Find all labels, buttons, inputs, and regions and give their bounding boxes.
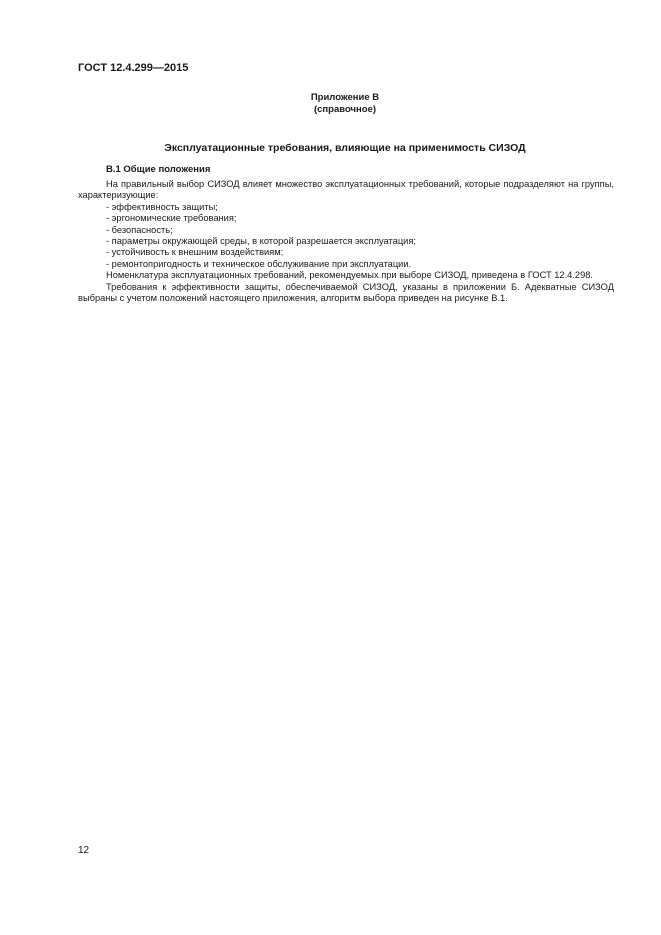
appendix-subtitle: (справочное) xyxy=(313,104,377,115)
intro-paragraph: На правильный выбор СИЗОД влияет множество эксплуатационных требований, которые подразделяют на группы, характеризующие: xyxy=(78,179,614,201)
list-item: - ремонтопригодность и техническое обслуживание при эксплуатации. xyxy=(106,258,412,269)
list-item: - параметры окружающей среды, в которой разрешается эксплуатация; xyxy=(106,236,416,247)
appendix-title: Приложение В xyxy=(310,92,380,103)
list-item: - эргономические требования; xyxy=(106,213,237,224)
nomenclature-paragraph: Номенклатура эксплуатационных требований, рекомендуемых при выборе СИЗОД, приведена в ГОСТ 12.4.298. xyxy=(106,270,594,281)
main-title: Эксплуатационные требования, влияющие на применимость СИЗОД xyxy=(164,142,526,154)
effectiveness-paragraph: Требования к эффективности защиты, обеспечиваемой СИЗОД, указаны в приложении Б. Адекватные СИЗОД выбраны с учетом положений настоящего приложения, алгоритм выбора приведен на рисунке В.1. xyxy=(78,281,614,304)
list-item: - безопасность; xyxy=(106,224,173,235)
list-item: - устойчивость к внешним воздействиям; xyxy=(106,247,284,258)
requirements-list xyxy=(78,202,614,270)
page-number: 12 xyxy=(78,845,90,856)
list-item: - эффективность защиты; xyxy=(106,201,218,212)
section-body xyxy=(78,179,614,304)
section-heading: В.1 Общие положения xyxy=(106,164,211,175)
document-code: ГОСТ 12.4.299—2015 xyxy=(78,62,189,74)
